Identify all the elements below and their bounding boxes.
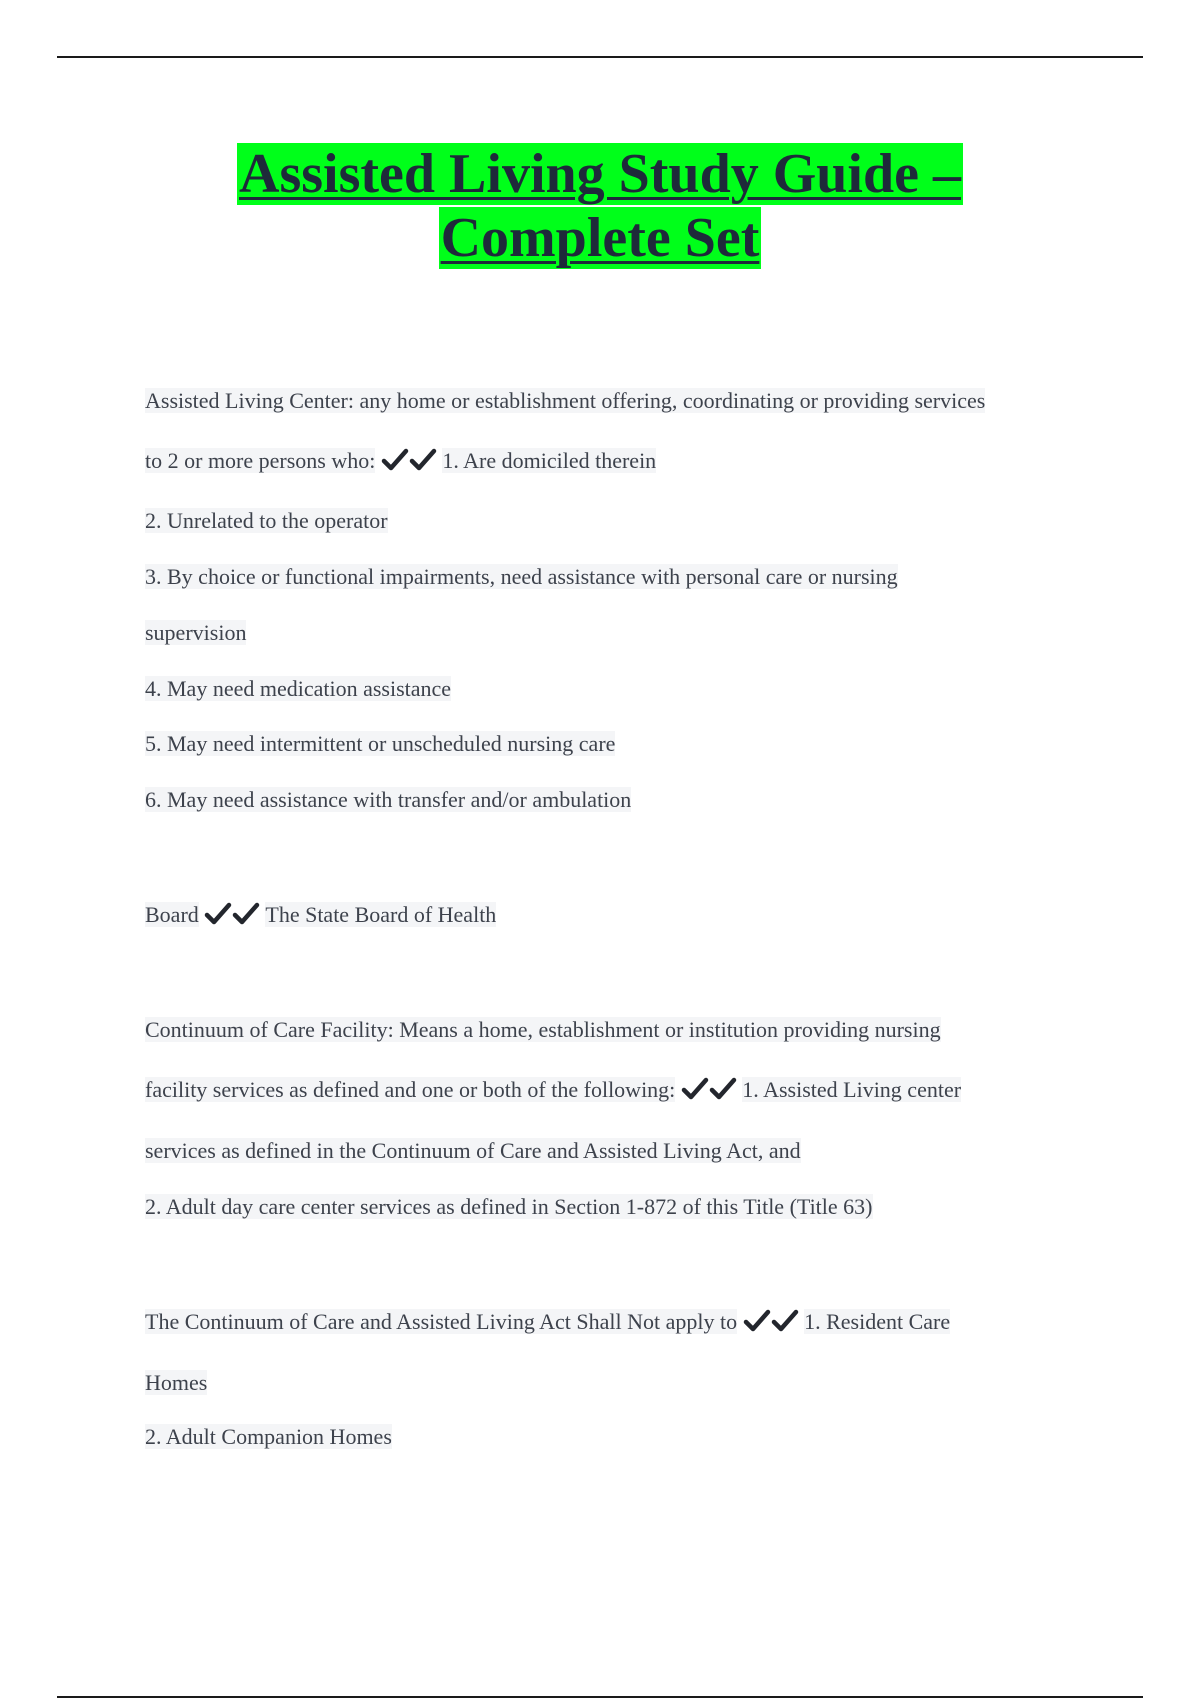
board-definition <box>145 900 496 930</box>
ccf-definition-line-3: services as defined in the Continuum of Care and Assisted Living Act, and <box>145 1138 801 1163</box>
title-line-2: Complete Set <box>440 207 760 269</box>
document-title <box>237 142 963 270</box>
alc-line-2-prefix: to 2 or more persons who: <box>145 448 376 473</box>
check-mark-icon <box>232 901 260 927</box>
check-mark-icon <box>771 1308 799 1334</box>
ccf-line-2-prefix: facility services as defined and one or both of the following: <box>145 1077 676 1102</box>
act-exclusion-line-1 <box>145 1307 950 1337</box>
top-rule <box>57 56 1143 58</box>
alc-item-3-line-2: supervision <box>145 620 247 645</box>
check-mark-icon <box>743 1308 771 1334</box>
act-line-1-suffix: 1. Resident Care <box>804 1309 951 1334</box>
board-prefix: Board <box>145 902 199 927</box>
ccf-definition-line-2 <box>145 1075 961 1105</box>
document-title-block <box>0 142 1200 270</box>
check-mark-icon <box>204 901 232 927</box>
act-line-1-prefix: The Continuum of Care and Assisted Living Act Shall Not apply to <box>145 1309 738 1334</box>
ccf-definition-line-1: Continuum of Care Facility: Means a home, establishment or institution providing nursing <box>145 1017 941 1042</box>
ccf-item-2: 2. Adult day care center services as defined in Section 1-872 of this Title (Title 63) <box>145 1194 873 1219</box>
alc-item-2: 2. Unrelated to the operator <box>145 508 388 533</box>
ccf-line-2-suffix: 1. Assisted Living center <box>742 1077 962 1102</box>
check-mark-icon <box>381 447 409 473</box>
bottom-rule <box>57 1696 1143 1698</box>
alc-item-4: 4. May need medication assistance <box>145 676 452 701</box>
board-suffix: The State Board of Health <box>265 902 497 927</box>
alc-item-3-line-1: 3. By choice or functional impairments, need assistance with personal care or nursing <box>145 564 898 589</box>
title-line-1: Assisted Living Study Guide – <box>239 143 961 205</box>
alc-definition-line-2 <box>145 446 656 476</box>
check-mark-icon <box>409 447 437 473</box>
alc-item-5: 5. May need intermittent or unscheduled nursing care <box>145 731 616 756</box>
act-exclusion-item-2: 2. Adult Companion Homes <box>145 1424 392 1449</box>
alc-definition-line-1: Assisted Living Center: any home or establishment offering, coordinating or providing services <box>145 388 986 413</box>
check-mark-icon <box>709 1076 737 1102</box>
check-mark-icon <box>681 1076 709 1102</box>
alc-item-6: 6. May need assistance with transfer and/or ambulation <box>145 787 632 812</box>
act-exclusion-line-2: Homes <box>145 1370 208 1395</box>
alc-line-2-suffix: 1. Are domiciled therein <box>442 448 657 473</box>
